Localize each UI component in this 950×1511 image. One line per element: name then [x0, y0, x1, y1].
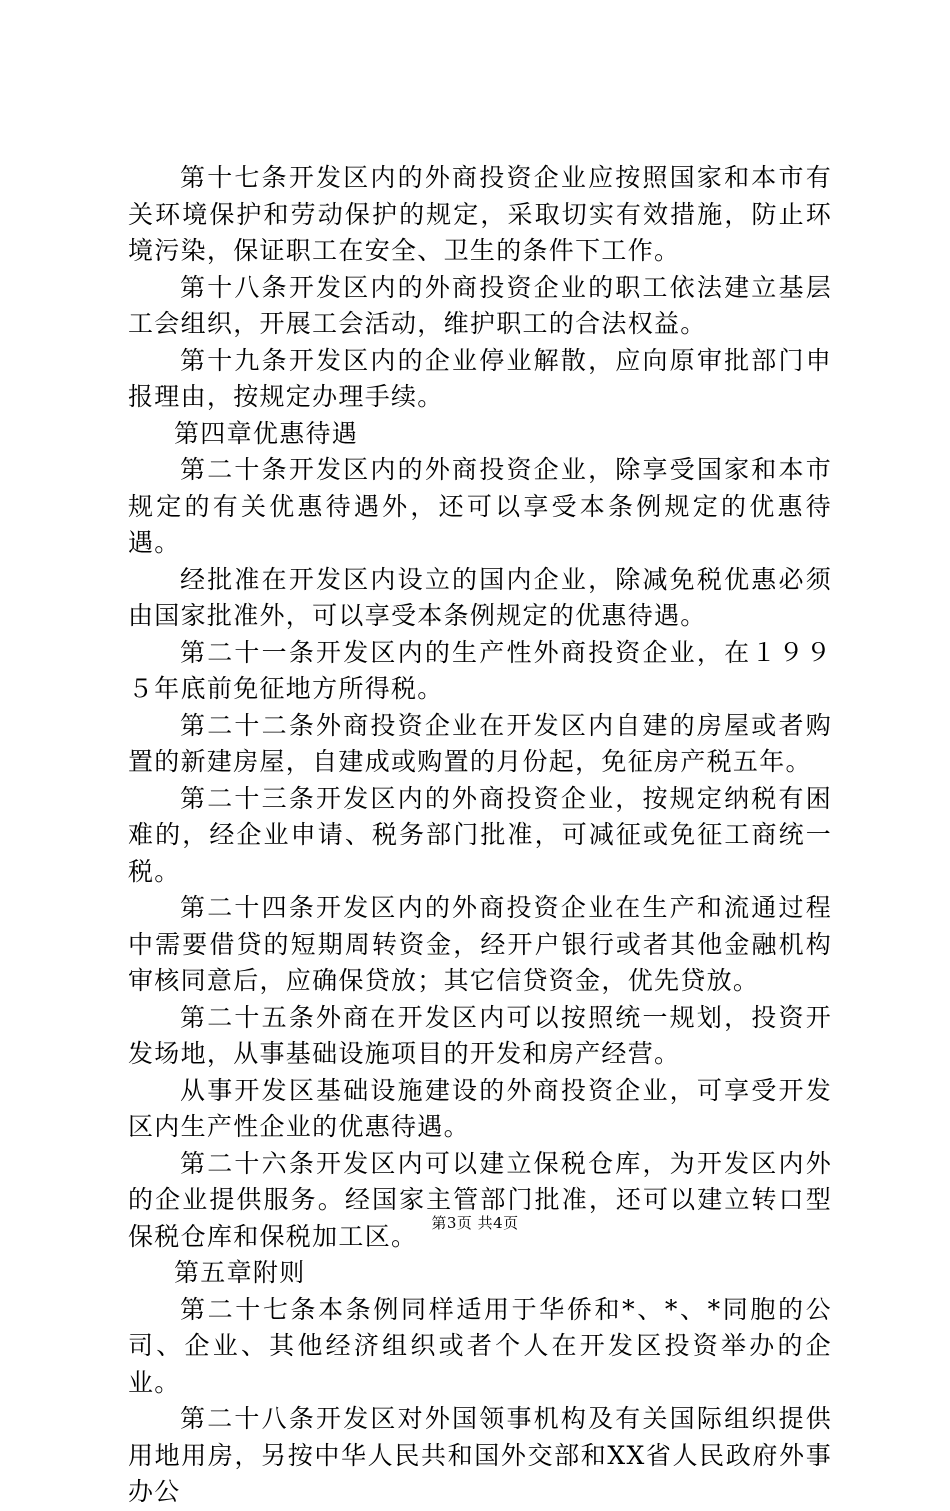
article-18: 第十八条开发区内的外商投资企业的职工依法建立基层工会组织，开展工会活动，维护职工的合法权益。 [128, 272, 832, 338]
article-21: 第二十一条开发区内的生产性外商投资企业，在１９９５年底前免征地方所得税。 [128, 637, 832, 703]
article-27: 第二十七条本条例同样适用于华侨和*、*、*同胞的公司、企业、其他经济组织或者个人在开发区投资举办的企业。 [128, 1294, 832, 1397]
article-28: 第二十八条开发区对外国领事机构及有关国际组织提供用地用房，另按中华人民共和国外交部和XX省人民政府外事办公 [128, 1404, 832, 1506]
chapter-4-heading: 第四章优惠待遇 [174, 418, 359, 448]
article-25-paragraph-2: 从事开发区基础设施建设的外商投资企业，可享受开发区内生产性企业的优惠待遇。 [128, 1075, 832, 1141]
document-body [128, 160, 832, 1511]
article-17: 第十七条开发区内的外商投资企业应按照国家和本市有关环境保护和劳动保护的规定，采取切实有效措施，防止环境污染，保证职工在安全、卫生的条件下工作。 [128, 163, 832, 265]
article-23: 第二十三条开发区内的外商投资企业，按规定纳税有困难的，经企业申请、税务部门批准，可减征或免征工商统一税。 [128, 783, 832, 886]
article-25: 第二十五条外商在开发区内可以按照统一规划，投资开发场地，从事基础设施项目的开发和房产经营。 [128, 1002, 832, 1068]
article-20-paragraph-2: 经批准在开发区内设立的国内企业，除减免税优惠必须由国家批准外，可以享受本条例规定的优惠待遇。 [128, 564, 832, 630]
article-22: 第二十二条外商投资企业在开发区内自建的房屋或者购置的新建房屋，自建成或购置的月份起，免征房产税五年。 [128, 710, 832, 776]
article-26: 第二十六条开发区内可以建立保税仓库，为开发区内外的企业提供服务。经国家主管部门批准，还可以建立转口型保税仓库和保税加工区。 [128, 1148, 832, 1251]
article-19: 第十九条开发区内的企业停业解散，应向原审批部门申报理由，按规定办理手续。 [128, 345, 832, 411]
chapter-5-heading: 第五章附则 [174, 1258, 306, 1287]
article-20: 第二十条开发区内的外商投资企业，除享受国家和本市规定的有关优惠待遇外，还可以享受本条例规定的优惠待遇。 [128, 455, 832, 557]
page-number-footer: 第3页 共4页 [431, 1214, 519, 1232]
article-24: 第二十四条开发区内的外商投资企业在生产和流通过程中需要借贷的短期周转资金，经开户银行或者其他金融机构审核同意后，应确保贷放；其它信贷资金，优先贷放。 [128, 893, 832, 995]
